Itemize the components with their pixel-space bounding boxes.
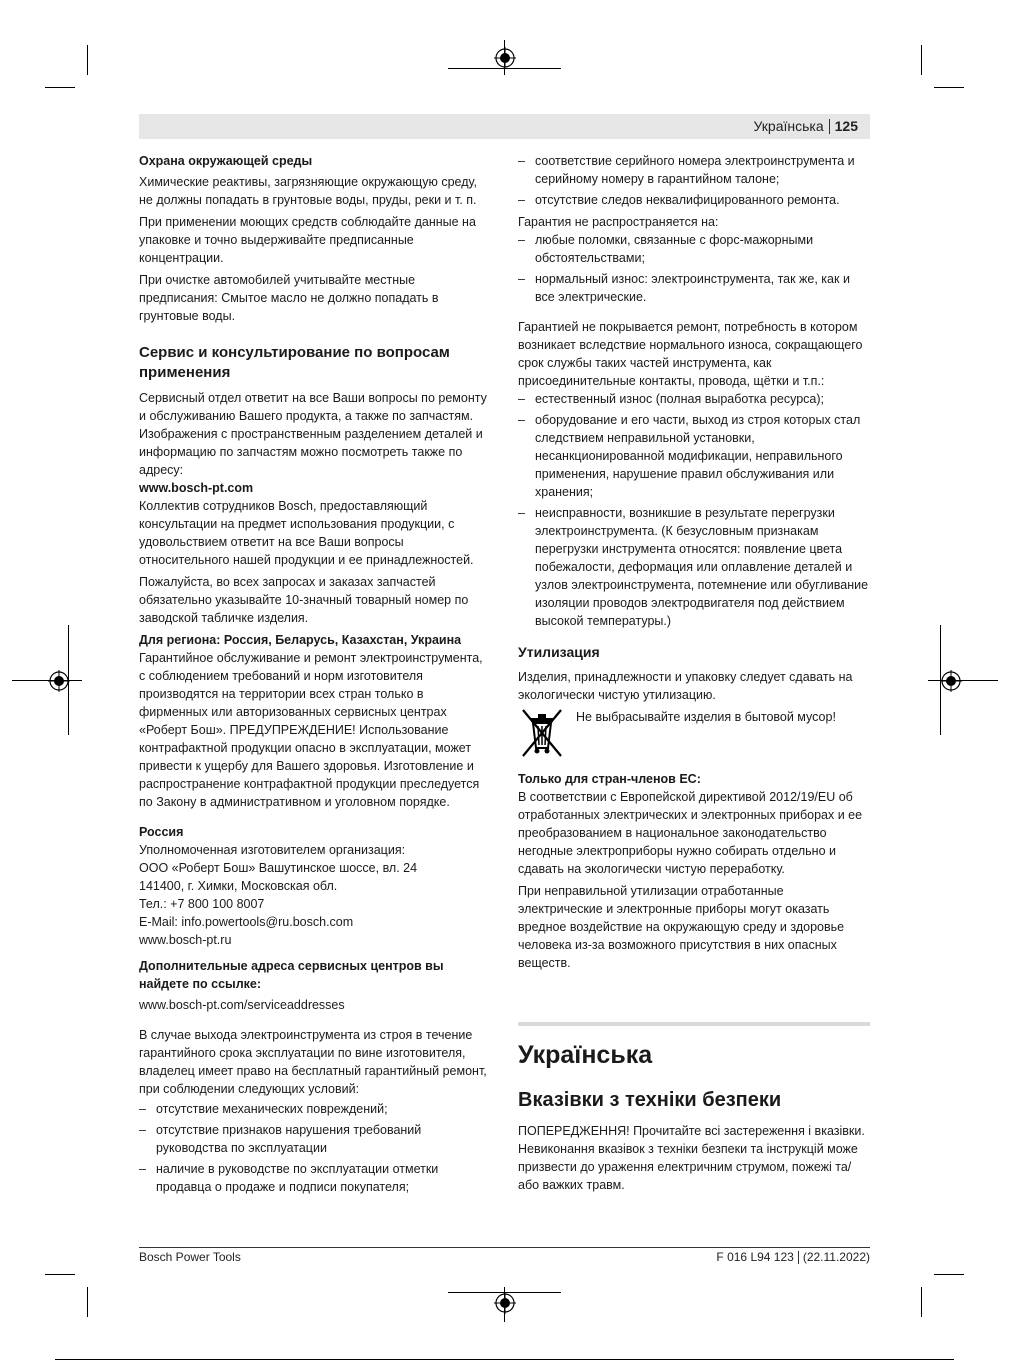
not-covered-heading: Гарантия не распространяется на: [518, 215, 719, 229]
language-section-title: Українська [518, 1041, 653, 1069]
disposal-paragraph: Изделия, принадлежности и упаковку следует сдавать на экологически чистую утилизацию. [518, 670, 853, 702]
russia-line: ООО «Роберт Бош» Вашутинское шоссе, вл. 24 [139, 861, 418, 875]
list-item: – отсутствие механических повреждений; [139, 1100, 491, 1118]
russia-line: 141400, г. Химки, Московская обл. [139, 879, 338, 893]
list-item: – отсутствие признаков нарушения требований руководства по эксплуатации [139, 1121, 491, 1157]
footer-separator [798, 1251, 799, 1264]
eu-paragraph-2: При неправильной утилизации отработанные электрические и электронные приборы могут оказать вредное воздействие на окружающую среду и здоровье человека из‑за возможного присутствия в них опасных веществ. [518, 884, 845, 970]
region-heading: Для региона: Россия, Беларусь, Казахстан, Украина [139, 633, 462, 647]
service-paragraph-2: Коллектив сотрудников Bosch, предоставляющий консультации на предмет использования продукции, с удовольствием ответит на все Ваши вопросы относительного нашей продукции и ее принадлежностей. [139, 499, 474, 567]
weee-notice [518, 708, 870, 758]
repair-list [518, 390, 870, 630]
warranty-paragraph: В случае выхода электроинструмента из строя в течение гарантийного срока эксплуатации по вине изготовителя, владелец имеет право на бесплатный гарантийный ремонт, при соблюдении следующих условий: [139, 1028, 487, 1096]
service-paragraph-1: Сервисный отдел ответит на все Ваши вопросы по ремонту и обслуживанию Вашего продукта, а также по запчастям. Изображения с пространственным разделением деталей и информацию по запчастям можно посмотреть также по адресу: [139, 391, 487, 477]
header-separator [829, 119, 830, 134]
right-column [518, 152, 870, 1198]
doc-date: (22.11.2022) [802, 1250, 870, 1264]
crop-mark [55, 1359, 954, 1360]
list-item: – нормальный износ: электроинструмента, так же, как и все электрические. [518, 270, 870, 306]
warranty-conditions-list [139, 1100, 491, 1196]
russia-phone: Тел.: +7 800 100 8007 [139, 897, 265, 911]
footer-doc-info [716, 1250, 870, 1264]
addresses-url[interactable]: www.bosch-pt.com/serviceaddresses [139, 998, 345, 1012]
registration-mark-icon [494, 47, 516, 69]
crop-mark [934, 1274, 964, 1275]
page-number: 125 [834, 118, 858, 134]
crop-mark [45, 1274, 75, 1275]
repair-paragraph: Гарантией не покрывается ремонт, потребность в котором возникает вследствие нормального износа, сокращающего срок службы таких частей инструмента, как присоединительные контакты, провода, щётки и т.п.: [518, 320, 863, 388]
section-divider [518, 1022, 870, 1026]
disposal-heading: Утилизация [518, 644, 600, 660]
list-item: – наличие в руководстве по эксплуатации отметки продавца о продаже и подписи покупателя; [139, 1160, 491, 1196]
doc-number: F 016 L94 123 [716, 1250, 794, 1264]
footer-divider [139, 1247, 870, 1248]
list-item: – соответствие серийного номера электроинструмента и серийному номеру в гарантийном талоне; [518, 152, 870, 188]
list-item: – оборудование и его части, выход из строя которых стал следствием неправильной установки, несанкционированной модификации, неправильного применения, нарушение правил обслуживания или хранения; [518, 411, 870, 501]
eu-paragraph-1: В соответствии с Европейской директивой 2012/19/EU об отработанных электрических и электронных приборах и ее преобразованием в национальное законодательство негодные электроприборы нужно собирать отдельно и сдавать на экологически чистую переработку. [518, 790, 863, 876]
crossed-out-bin-icon [518, 708, 566, 758]
eu-heading: Только для стран‑членов ЕС: [518, 772, 701, 786]
service-url[interactable]: www.bosch-pt.com [139, 481, 254, 495]
header-language: Українська [753, 118, 824, 134]
env-paragraph-2: При применении моющих средств соблюдайте данные на упаковке и точно выдерживайте предписанные концентрации. [139, 215, 476, 265]
footer-brand: Bosch Power Tools [139, 1250, 241, 1264]
disposal-note: Не выбрасывайте изделия в бытовой мусор! [576, 710, 836, 724]
not-covered-list [518, 231, 870, 306]
env-paragraph-1: Химические реактивы, загрязняющие окружающую среду, не должны попадать в грунтовые воды, пруды, реки и т. п. [139, 175, 478, 207]
safety-heading: Вказівки з техніки безпеки [518, 1089, 782, 1111]
russia-line: Уполномоченная изготовителем организация: [139, 843, 406, 857]
crop-mark [934, 87, 964, 88]
registration-mark-icon [494, 1292, 516, 1314]
crop-mark [928, 680, 998, 681]
crop-mark [45, 87, 75, 88]
list-item: – любые поломки, связанные с форс‑мажорными обстоятельствами; [518, 231, 870, 267]
safety-paragraph: ПОПЕРЕДЖЕННЯ! Прочитайте всі застереження і вказівки. Невиконання вказівок з техніки безпеки та інструкцій може призвести до ураження електричним струмом, пожежі та/або важких травм. [518, 1124, 865, 1192]
list-item: – отсутствие следов неквалифицированного ремонта. [518, 191, 870, 209]
russia-heading: Россия [139, 825, 184, 839]
page-header [139, 114, 870, 139]
crop-mark [12, 680, 82, 681]
env-paragraph-3: При очистке автомобилей учитывайте местные предписания: Смытое масло не должно попадать в грунтовые воды. [139, 273, 439, 323]
region-paragraph: Гарантийное обслуживание и ремонт электроинструмента, с соблюдением требований и норм изготовителя производятся на территории всех стран только в фирменных или авторизованных сервисных центрах «Роберт Бош». ПРЕДУПРЕЖДЕНИЕ! Использование контрафактной продукции опасно в эксплуатации, может привести к ущербу для Вашего здоровья. Изготовление и распространение контрафактной продукции преследуется по Закону в административном и уголовном порядке. [139, 651, 483, 809]
left-column [139, 152, 491, 1200]
registration-mark-icon [940, 670, 962, 692]
crop-mark [921, 45, 922, 75]
addresses-heading: Дополнительные адреса сервисных центров вы найдете по ссылке: [139, 959, 444, 991]
service-paragraph-3: Пожалуйста, во всех запросах и заказах запчастей обязательно указывайте 10‑значный товарный номер по заводской табличке изделия. [139, 575, 469, 625]
warranty-conditions-continued [518, 152, 870, 209]
service-heading: Сервис и консультирование по вопросам применения [139, 344, 450, 381]
russia-email[interactable]: E‑Mail: info.powertools@ru.bosch.com [139, 915, 354, 929]
registration-mark-icon [48, 670, 70, 692]
crop-mark [921, 1287, 922, 1317]
list-item: – естественный износ (полная выработка ресурса); [518, 390, 870, 408]
env-heading: Охрана окружающей среды [139, 154, 313, 168]
list-item: – неисправности, возникшие в результате перегрузки электроинструмента. (К безусловным признакам перегрузки инструмента относятся: появление цвета побежалости, деформация или оплавление деталей и узлов электроинструмента, потемнение или обугливание изоляции проводов электродвигателя под действием высокой температуры.) [518, 504, 870, 630]
crop-mark [87, 1287, 88, 1317]
crop-mark [87, 45, 88, 75]
russia-website[interactable]: www.bosch-pt.ru [139, 933, 232, 947]
